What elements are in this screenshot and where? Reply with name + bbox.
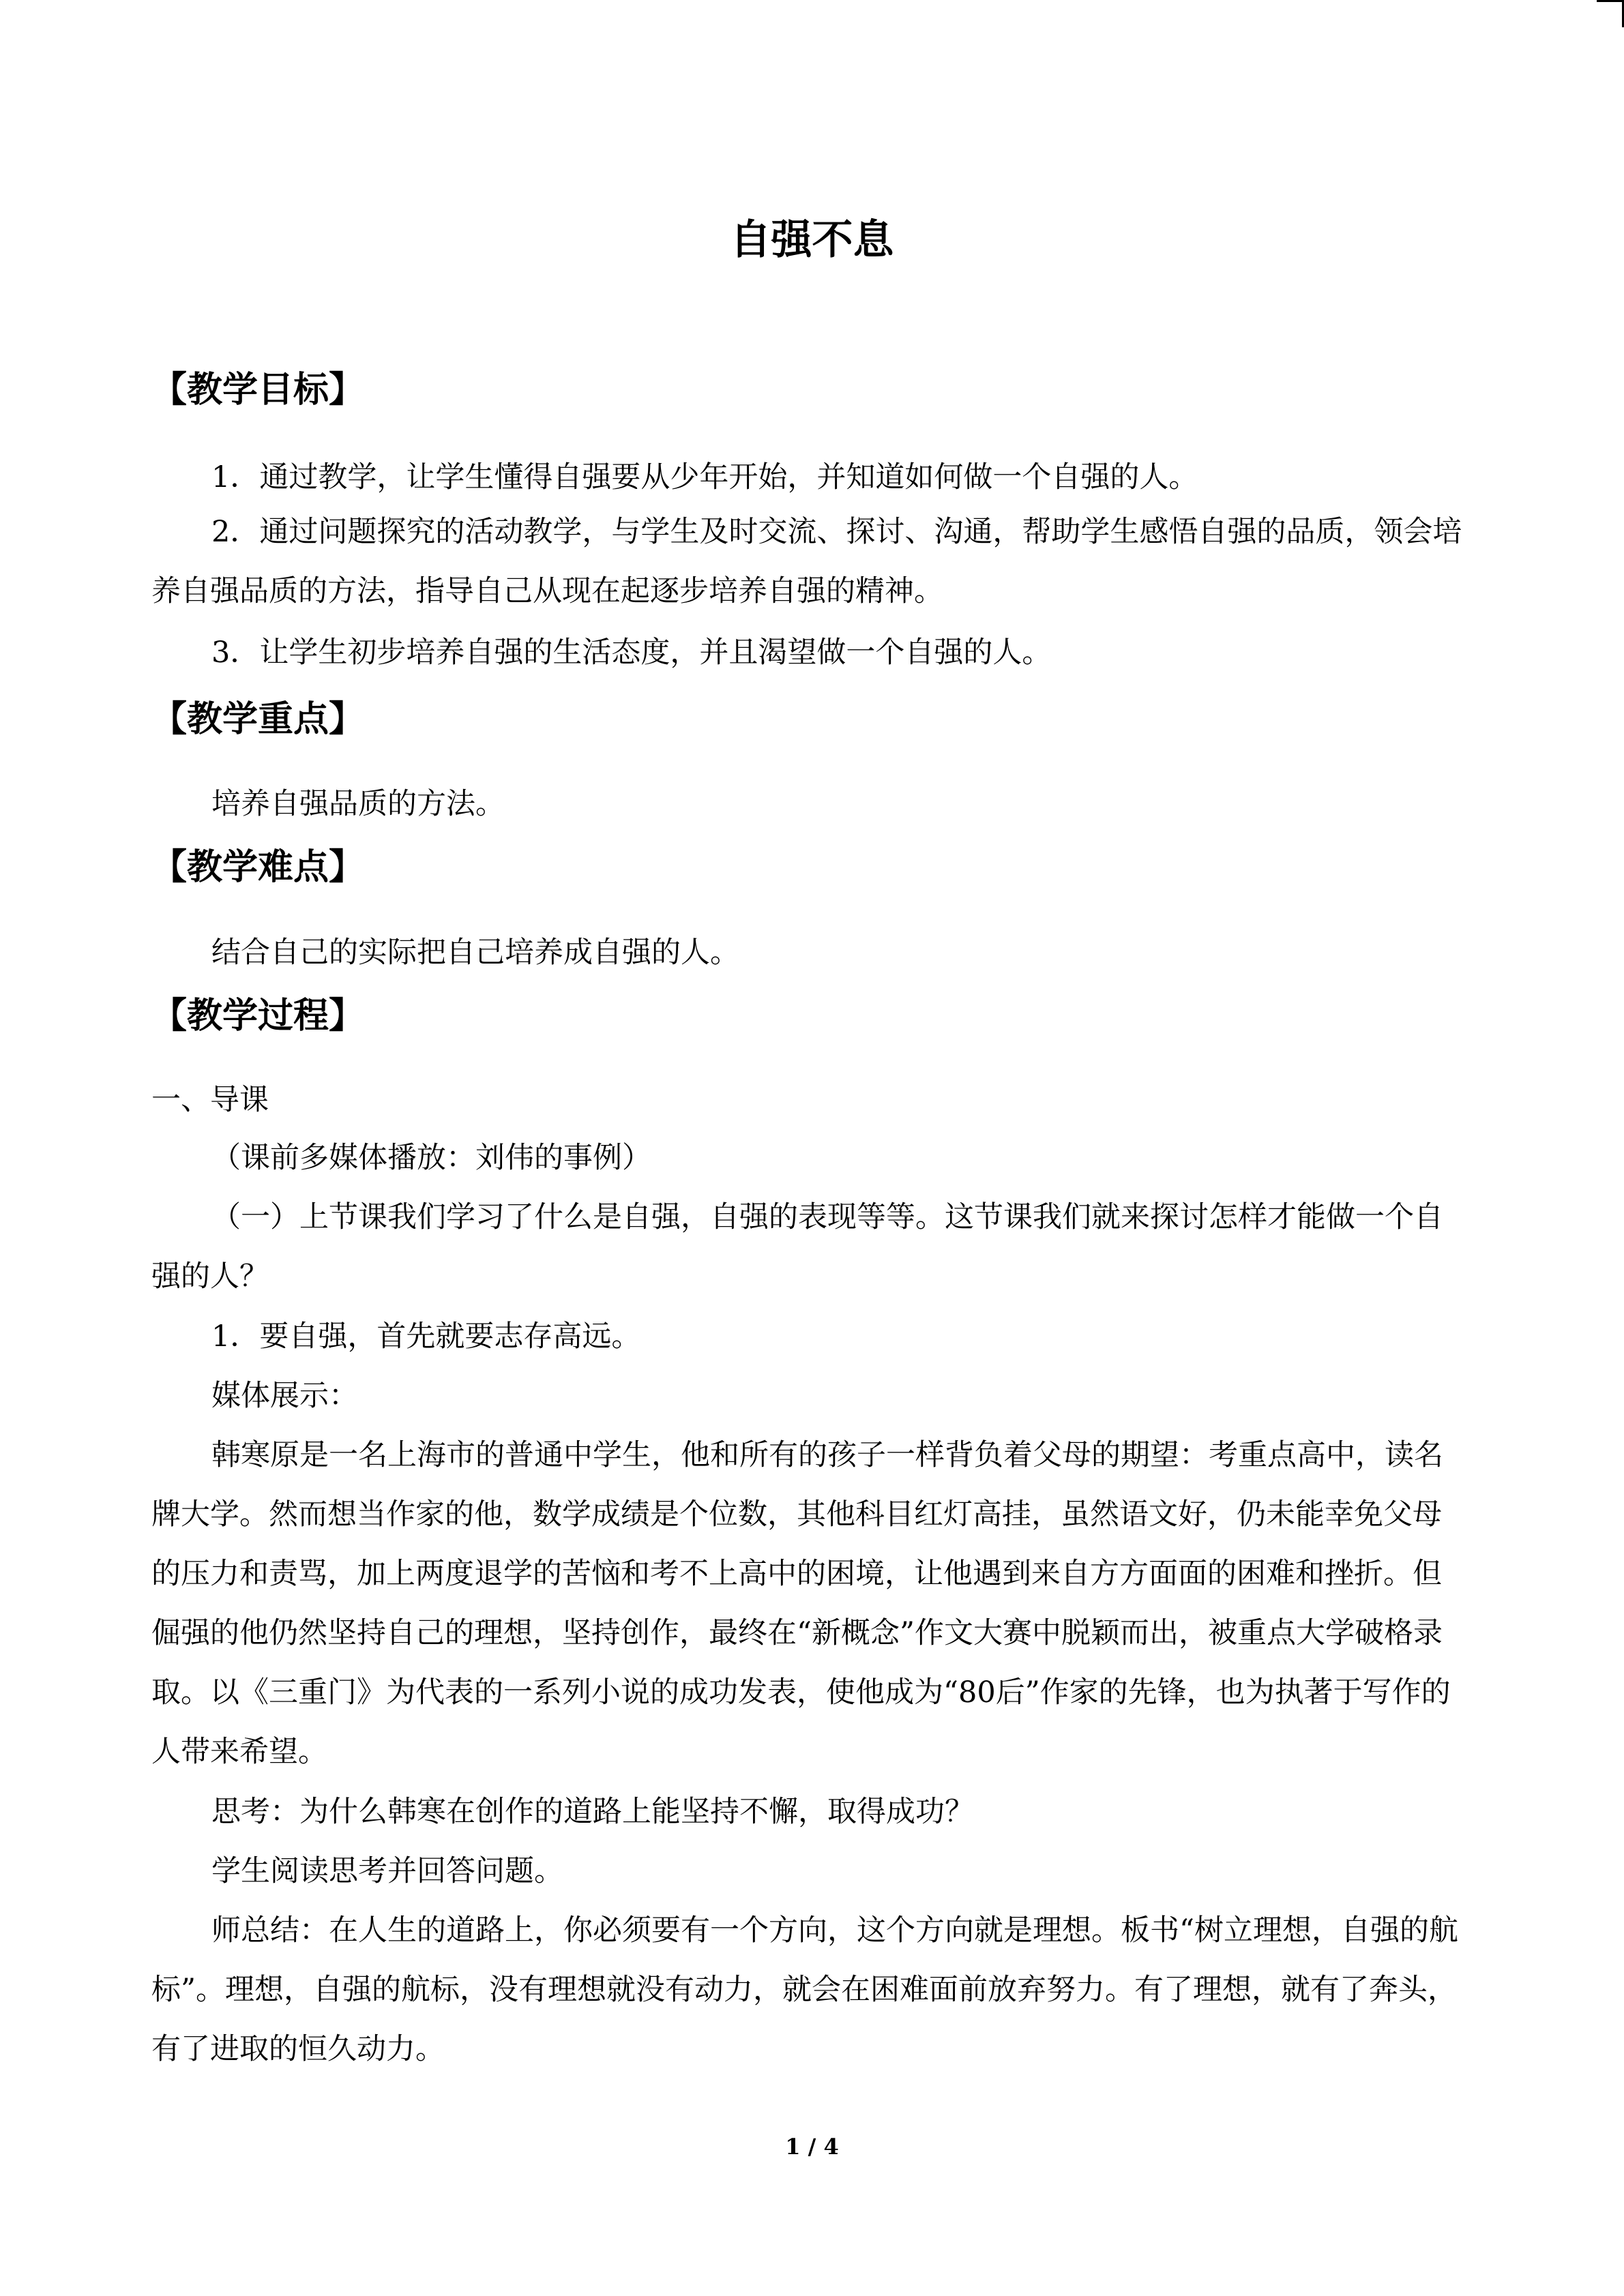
point-1: 1．要自强，首先就要志存高远。 [211, 1320, 641, 1354]
objective-item-1: 1．通过教学，让学生懂得自强要从少年开始，并知道如何做一个自强的人。 [211, 460, 1198, 494]
media-note: （课前多媒体播放：刘伟的事例） [211, 1141, 651, 1175]
thinking-question: 思考：为什么韩寒在创作的道路上能坚持不懈，取得成功？ [211, 1795, 974, 1829]
difficulty-text: 结合自己的实际把自己培养成自强的人。 [211, 936, 739, 970]
objective-item-3: 3．让学生初步培养自强的生活态度，并且渴望做一个自强的人。 [211, 636, 1052, 670]
process-step-title: 一、导课 [151, 1083, 269, 1117]
student-activity: 学生阅读思考并回答问题。 [211, 1854, 563, 1888]
page-number: 1 / 4 [785, 2134, 839, 2160]
story-paragraph: 韩寒原是一名上海市的普通中学生，他和所有的孩子一样背负着父母的期望：考重点高中，读名牌大学。然而想当作家的他，数学成绩是个位数，其他科目红灯高挂，虽然语文好，仍未能幸免父母的压力和责骂，加上两度退学的苦恼和考不上高中的困境，让他遇到来自方方面面的困难和挫折。但倔强的他仍然坚持自己的理想，坚持创作，最终在“新概念”作文大赛中脱颖而出，被重点大学破格录取。以《三重门》为代表的一系列小说的成功发表，使他成为“80后”作家的先锋，也为执著于写作的人带来希望。 [151, 1438, 1451, 1769]
intro-paragraph: （一）上节课我们学习了什么是自强，自强的表现等等。这节课我们就来探讨怎样才能做一个自强的人？ [151, 1200, 1443, 1294]
page-title: 自强不息 [730, 216, 894, 264]
section-heading-difficulty: 【教学难点】 [151, 847, 365, 888]
media-show-label: 媒体展示： [211, 1379, 358, 1413]
teacher-summary: 师总结：在人生的道路上，你必须要有一个方向，这个方向就是理想。板书“树立理想，自强的航标”。理想，自强的航标，没有理想就没有动力，就会在困难面前放弃努力。有了理想，就有了奔头，有了进取的恒久动力。 [151, 1913, 1458, 2066]
section-heading-process: 【教学过程】 [151, 996, 365, 1037]
section-heading-objectives: 【教学目标】 [151, 370, 365, 411]
section-heading-key-point: 【教学重点】 [151, 699, 365, 740]
page-corner-mark [1597, 0, 1624, 2]
objective-item-2: 2．通过问题探究的活动教学，与学生及时交流、探讨、沟通，帮助学生感悟自强的品质，领会培养自强品质的方法，指导自己从现在起逐步培养自强的精神。 [151, 515, 1462, 608]
key-point-text: 培养自强品质的方法。 [211, 787, 505, 821]
